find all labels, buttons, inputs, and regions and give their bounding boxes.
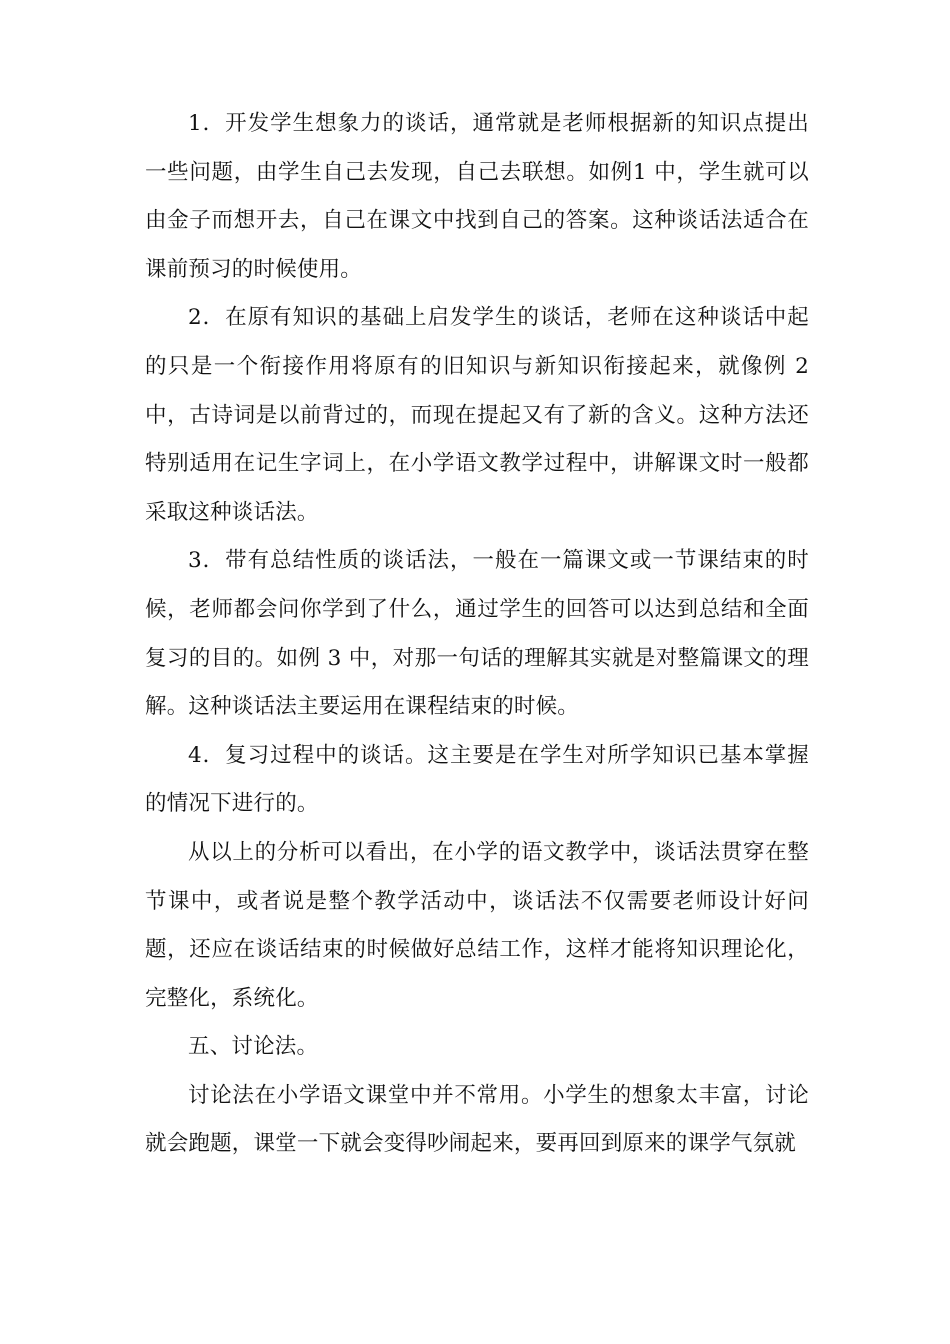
paragraph-6: 讨论法在小学语文课堂中并不常用。小学生的想象太丰富，讨论就会跑题，课堂一下就会变得吵闹起来，要再回到原来的课学气氛就 [145, 1082, 809, 1157]
paragraph-5: 从以上的分析可以看出，在小学的语文教学中，谈话法贯穿在整节课中，或者说是整个教学活动中，谈话法不仅需要老师设计好问题，还应在谈话结束的时候做好总结工作，这样才能将知识理论化，完整化，系统化。 [145, 839, 809, 1011]
paragraph-1: 1．开发学生想象力的谈话，通常就是老师根据新的知识点提出一些问题，由学生自己去发现，自己去联想。如例1 中，学生就可以由金子而想开去，自己在课文中找到自己的答案。这种谈话法适合在课前预习的时候使用。 [145, 111, 809, 282]
paragraph-3: 3．带有总结性质的谈话法，一般在一篇课文或一节课结束的时候，老师都会问你学到了什么，通过学生的回答可以达到总结和全面复习的目的。如例 3 中，对那一句话的理解其实就是对整篇课文的理解。这种谈话法主要运用在课程结束的时候。 [145, 548, 809, 720]
paragraph-4: 4．复习过程中的谈话。这主要是在学生对所学知识已基本掌握的情况下进行的。 [145, 742, 809, 817]
section-heading: 五、讨论法。 [188, 1034, 319, 1060]
document-body [145, 100, 809, 1169]
paragraph-2: 2．在原有知识的基础上启发学生的谈话，老师在这种谈话中起的只是一个衔接作用将原有的旧知识与新知识衔接起来，就像例 2 中，古诗词是以前背过的，而现在提起又有了新的含义。这种方法还特别适用在记生字词上，在小学语文教学过程中，讲解课文时一般都采取这种谈话法。 [145, 305, 809, 525]
